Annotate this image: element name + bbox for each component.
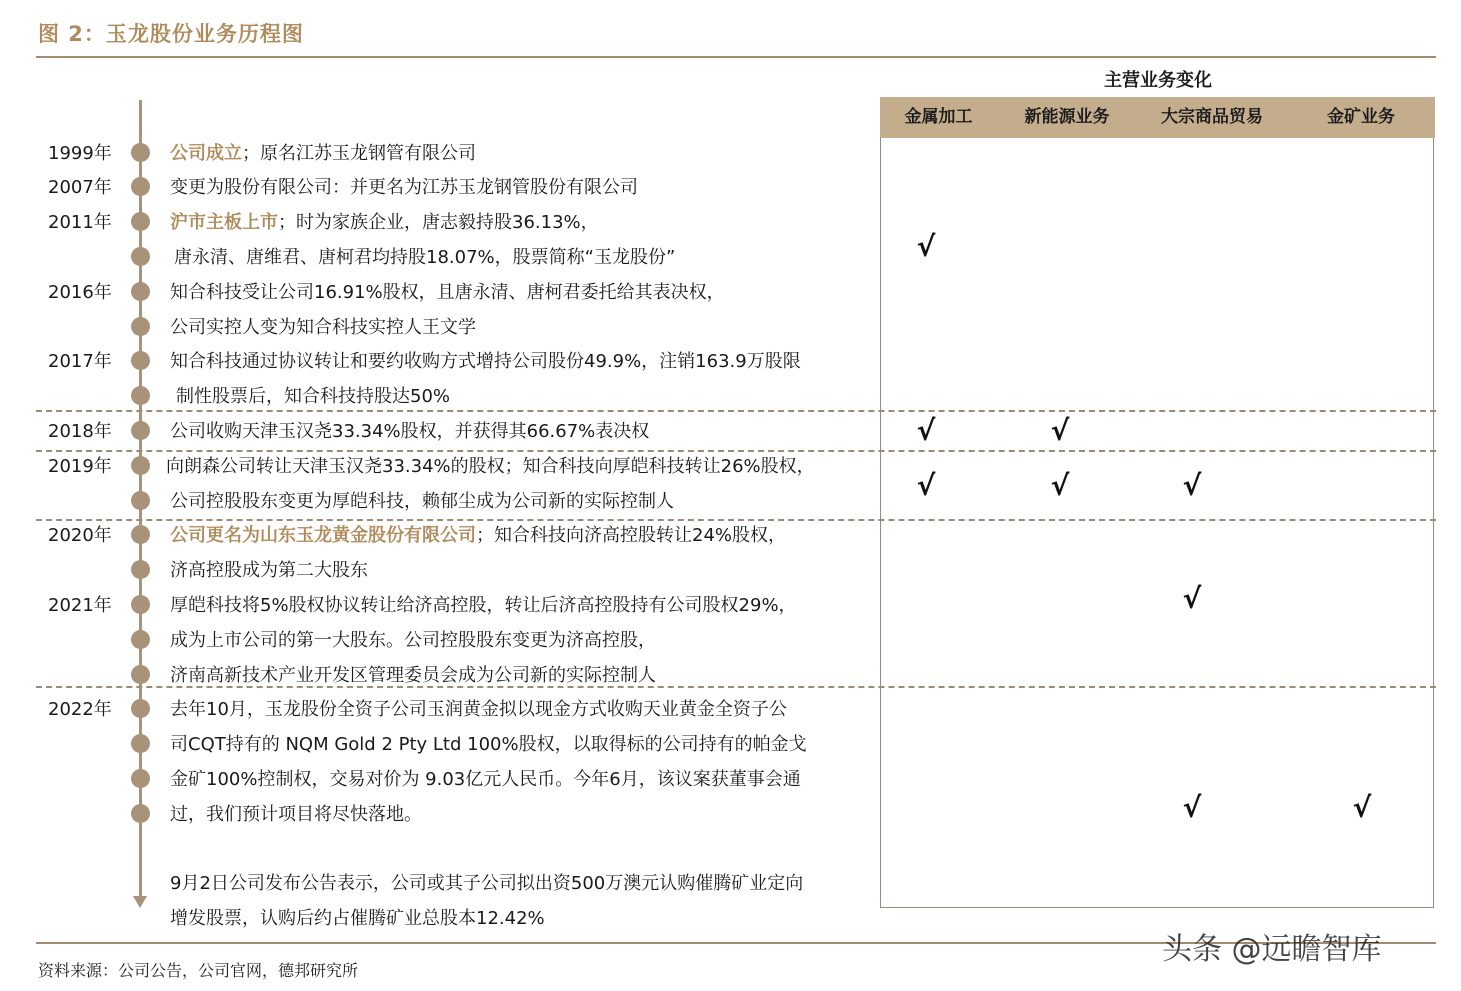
timeline-dot (131, 804, 150, 823)
event-line (170, 282, 725, 304)
separator-2019 (36, 450, 1436, 452)
separator-2018 (36, 410, 1436, 412)
event-line (170, 177, 638, 199)
event-text: ；时为家族企业，唐志毅持股36.13%， (278, 212, 599, 233)
col-metal-processing: 金属加工 (904, 107, 973, 127)
timeline-dot (131, 143, 150, 162)
event-text: 向朗森公司转让天津玉汉尧33.34%的股权；知合科技向厚皑科技转让26%股权， (166, 456, 815, 477)
timeline-dot (131, 491, 150, 510)
event-line (170, 595, 797, 617)
event-text: 变更为股份有限公司：并更名为江苏玉龙钢管股份有限公司 (170, 177, 638, 198)
year-2018: 2018年 (48, 421, 112, 442)
event-text: ；知合科技向济高控股转让24%股权， (476, 525, 787, 546)
event-text: 公司控股股东变更为厚皑科技，赖郁尘成为公司新的实际控制人 (170, 491, 674, 512)
event-line (170, 421, 649, 443)
event-line (170, 908, 545, 930)
event-line (170, 769, 801, 791)
col-commodity-trade: 大宗商品贸易 (1161, 107, 1263, 127)
event-text: 增发股票，认购后约占催腾矿业总股本12.42% (170, 908, 545, 929)
event-line (170, 143, 476, 165)
timeline-dot (131, 351, 150, 370)
timeline-dot (131, 560, 150, 579)
check-mark: √ (1352, 791, 1372, 824)
event-line (170, 804, 422, 826)
timeline-dot (131, 734, 150, 753)
timeline-dot (131, 317, 150, 336)
year-2017: 2017年 (48, 351, 112, 372)
check-mark: √ (1050, 469, 1070, 502)
event-text: 唐永清、唐维君、唐柯君均持股18.07%，股票简称“玉龙股份” (174, 247, 676, 268)
col-new-energy: 新能源业务 (1024, 107, 1110, 127)
timeline-dot (131, 595, 150, 614)
event-text: 厚皑科技将5%股权协议转让给济高控股，转让后济高控股持有公司股权29%， (170, 595, 797, 616)
event-text: 9月2日公司发布公告表示，公司或其子公司拟出资500万澳元认购催腾矿业定向 (170, 873, 804, 894)
event-text: 知合科技受让公司16.91%股权，且唐永清、唐柯君委托给其表决权， (170, 282, 725, 303)
event-text: 公司收购天津玉汉尧33.34%股权，并获得其66.67%表决权 (170, 421, 650, 442)
year-2021: 2021年 (48, 595, 112, 616)
event-text: 过，我们预计项目将尽快落地。 (170, 804, 422, 825)
year-2007: 2007年 (48, 177, 112, 198)
timeline-dot (131, 212, 150, 231)
check-mark: √ (1182, 469, 1202, 502)
timeline-dot (131, 456, 150, 475)
event-line (174, 247, 675, 269)
timeline-dot (131, 177, 150, 196)
year-2020: 2020年 (48, 525, 112, 546)
year-2019: 2019年 (48, 456, 112, 477)
event-text: 成为上市公司的第一大股东。公司控股股东变更为济高控股， (170, 630, 656, 651)
check-mark: √ (1050, 414, 1070, 447)
event-text: 公司实控人变为知合科技实控人王文学 (170, 317, 476, 338)
event-text: 制性股票后，知合科技持股达50% (176, 386, 451, 407)
timeline-dot (131, 247, 150, 266)
event-text: 济高控股成为第二大股东 (170, 560, 368, 581)
event-line (170, 665, 656, 687)
source-note: 资料来源：公司公告，公司官网，德邦研究所 (38, 961, 359, 980)
event-line (170, 351, 801, 373)
year-1999: 1999年 (48, 143, 112, 164)
business-column-bar (880, 97, 1435, 138)
top-rule (36, 56, 1436, 58)
check-mark: √ (1182, 791, 1202, 824)
timeline-arrow-icon (133, 896, 147, 908)
event-line (170, 491, 674, 513)
separator-2020 (36, 519, 1436, 521)
event-line (170, 699, 787, 721)
event-text: 司CQT持有的 NQM Gold 2 Pty Ltd 100%股权，以取得标的公司持有的帕金戈 (170, 734, 807, 755)
timeline-dot (131, 699, 150, 718)
timeline-dot (131, 386, 150, 405)
event-line (170, 560, 368, 582)
event-highlight: 公司成立 (170, 143, 242, 164)
event-text: ；原名江苏玉龙钢管有限公司 (242, 143, 476, 164)
check-mark: √ (1182, 582, 1202, 615)
event-highlight: 沪市主板上市 (170, 212, 278, 233)
check-mark: √ (916, 230, 936, 263)
event-highlight: 公司更名为山东玉龙黄金股份有限公司 (170, 525, 476, 546)
col-gold-mining: 金矿业务 (1327, 107, 1395, 127)
year-2022: 2022年 (48, 699, 112, 720)
event-line (170, 873, 803, 895)
event-line (170, 212, 599, 234)
event-line (166, 456, 815, 478)
event-line (170, 317, 476, 339)
timeline-dot (131, 525, 150, 544)
figure-title: 图 2：玉龙股份业务历程图 (38, 22, 304, 46)
event-line (170, 734, 807, 756)
timeline-dot (131, 421, 150, 440)
watermark: 头条 @远瞻智库 (1162, 932, 1382, 967)
timeline-dot (131, 630, 150, 649)
event-line (170, 630, 656, 652)
timeline-dot (131, 282, 150, 301)
year-2011: 2011年 (48, 212, 112, 233)
event-text: 知合科技通过协议转让和要约收购方式增持公司股份49.9%，注销163.9万股限 (170, 351, 801, 372)
event-text: 去年10月，玉龙股份全资子公司玉润黄金拟以现金方式收购天业黄金全资子公 (170, 699, 787, 720)
event-text: 金矿100%控制权，交易对价为 9.03亿元人民币。今年6月，该议案获董事会通 (170, 769, 801, 790)
event-line (170, 525, 786, 547)
check-mark: √ (916, 414, 936, 447)
event-line (176, 386, 450, 408)
year-2016: 2016年 (48, 282, 112, 303)
business-header: 主营业务变化 (1104, 70, 1212, 91)
timeline-dot (131, 665, 150, 684)
event-text: 济南高新技术产业开发区管理委员会成为公司新的实际控制人 (170, 665, 656, 686)
check-mark: √ (916, 469, 936, 502)
timeline-dot (131, 769, 150, 788)
